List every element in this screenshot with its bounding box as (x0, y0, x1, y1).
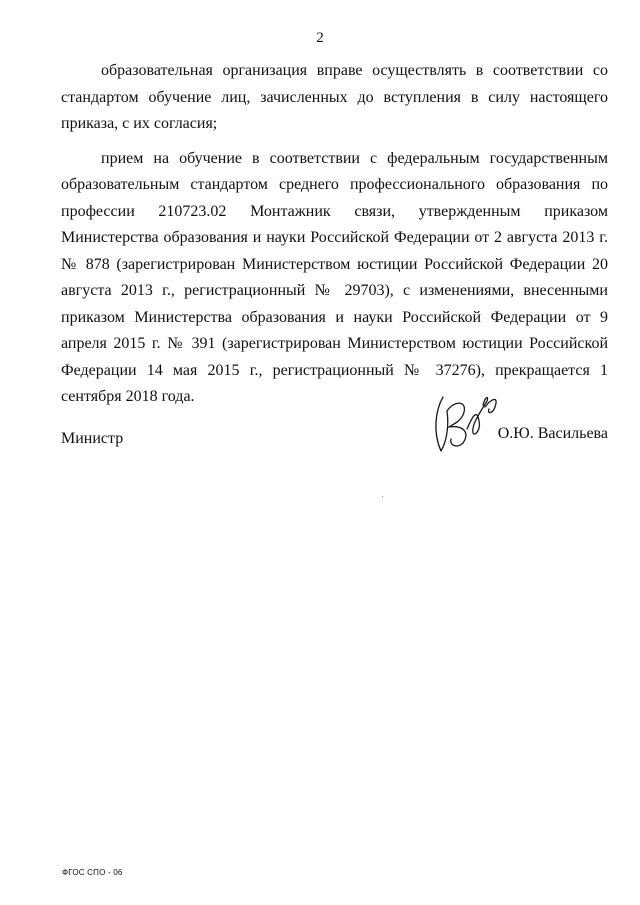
page-number: 2 (316, 30, 324, 46)
signer-name: О.Ю. Васильева (497, 425, 608, 442)
paragraph-admission-termination: прием на обучение в соответствии с федеральным государственным образовательным стандартом среднего профессионального образования по профессии 210723.02 Монтажник связи, утвержденным приказом Министерства образования и науки Российской Федерации от 2 августа 2013 г. № 878 (зарегистрирован Министерством юстиции Российской Федерации 20 августа 2013 г., регистрационный № 29703), с изменениями, внесенными приказом Министерства образования и науки Российской Федерации от 9 апреля 2015 г. № 391 (зарегистрирован Министерством юстиции Российской Федерации 14 мая 2015 г., регистрационный № 37276), прекращается 1 сентября 2018 года. (61, 149, 608, 405)
footer-form-code: ФГОС СПО - 06 (62, 868, 123, 877)
handwritten-signature-icon (429, 385, 509, 457)
scan-speck (382, 496, 383, 497)
paragraph-transition-clause: образовательная организация вправе осуществлять в соответствии со стандартом обучение лиц, зачисленных до вступления в силу настоящего приказа, с их согласия; (61, 62, 608, 132)
signature-block (61, 385, 608, 465)
signer-title: Министр (61, 430, 124, 447)
document-body (61, 58, 608, 419)
